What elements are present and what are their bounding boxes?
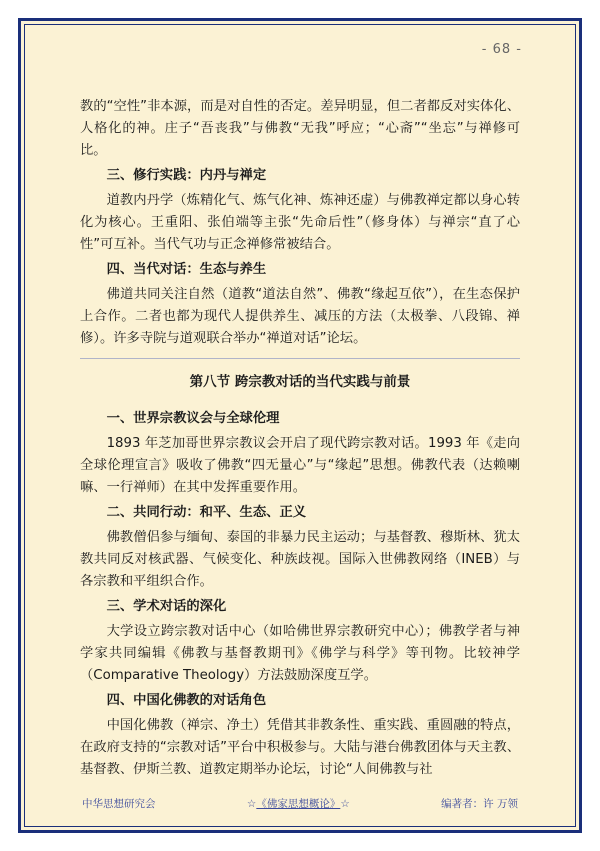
contemporary-paragraph: 佛道共同关注自然（道教“道法自然”、佛教“缘起互依”），在生态保护上合作。二者也都为现代人提供养生、减压的方法（太极拳、八段锦、禅修）。许多寺院与道观联合举办“禅道对话”论坛。 [80, 287, 520, 346]
page-number: - 68 - [481, 42, 522, 57]
practice-paragraph: 道教内丹学（炼精化气、炼气化神、炼神还虚）与佛教禅定都以身心转化为核心。王重阳、张伯端等主张“先命后性”（修身体）与禅宗“直了心性”可互补。当代气功与正念禅修常被结合。 [80, 193, 520, 252]
section-heading-joint-action: 二、共同行动：和平、生态、正义 [106, 505, 307, 520]
footer-book-title [247, 796, 350, 811]
star-icon: ☆ [246, 798, 257, 810]
footer-organization: 中华思想研究会 [82, 798, 156, 810]
academic-paragraph: 大学设立跨宗教对话中心（如哈佛世界宗教研究中心）；佛教学者与神学家共同编辑《佛教与基督教期刊》《佛学与科学》等刊物。比较神学（Comparative Theology）方法鼓励深度互学。 [80, 624, 520, 683]
chapter-section-title: 第八节 跨宗教对话的当代实践与前景 [189, 374, 411, 390]
page-footer [82, 796, 518, 811]
star-icon: ☆ [340, 798, 350, 810]
section-heading-practice: 三、修行实践：内丹与禅定 [106, 168, 267, 183]
intro-paragraph: 教的“空性”非本源，而是对自性的否定。差异明显，但二者都反对实体化、人格化的神。庄子“吾丧我”与佛教“无我”呼应；“心斋”“坐忘”与禅修可比。 [80, 99, 520, 158]
section-heading-chinese-buddhism: 四、中国化佛教的对话角色 [106, 693, 267, 708]
section-heading-parliament: 一、世界宗教议会与全球伦理 [106, 411, 280, 426]
chinese-buddhism-paragraph: 中国化佛教（禅宗、净土）凭借其非教条性、重实践、重圆融的特点，在政府支持的“宗教对话”平台中积极参与。大陆与港台佛教团体与天主教、基督教、伊斯兰教、道教定期举办论坛，讨论“人间佛教与社 [80, 718, 520, 777]
page-content [80, 96, 520, 783]
book-title-link[interactable]: 《佛家思想概论》 [256, 798, 341, 810]
section-heading-academic: 三、学术对话的深化 [106, 599, 227, 614]
parliament-paragraph: 1893 年芝加哥世界宗教议会开启了现代跨宗教对话。1993 年《走向全球伦理宣言》吸收了佛教“四无量心”与“缘起”思想。佛教代表（达赖喇嘛、一行禅师）在其中发挥重要作用。 [80, 436, 520, 495]
section-heading-contemporary: 四、当代对话：生态与养生 [106, 262, 267, 277]
joint-action-paragraph: 佛教僧侣参与缅甸、泰国的非暴力民主运动；与基督教、穆斯林、犹太教共同反对核武器、气候变化、种族歧视。国际入世佛教网络（INEB）与各宗教和平组织合作。 [80, 530, 520, 589]
footer-editor: 编著者：许 万领 [441, 798, 518, 810]
section-divider [80, 358, 520, 359]
